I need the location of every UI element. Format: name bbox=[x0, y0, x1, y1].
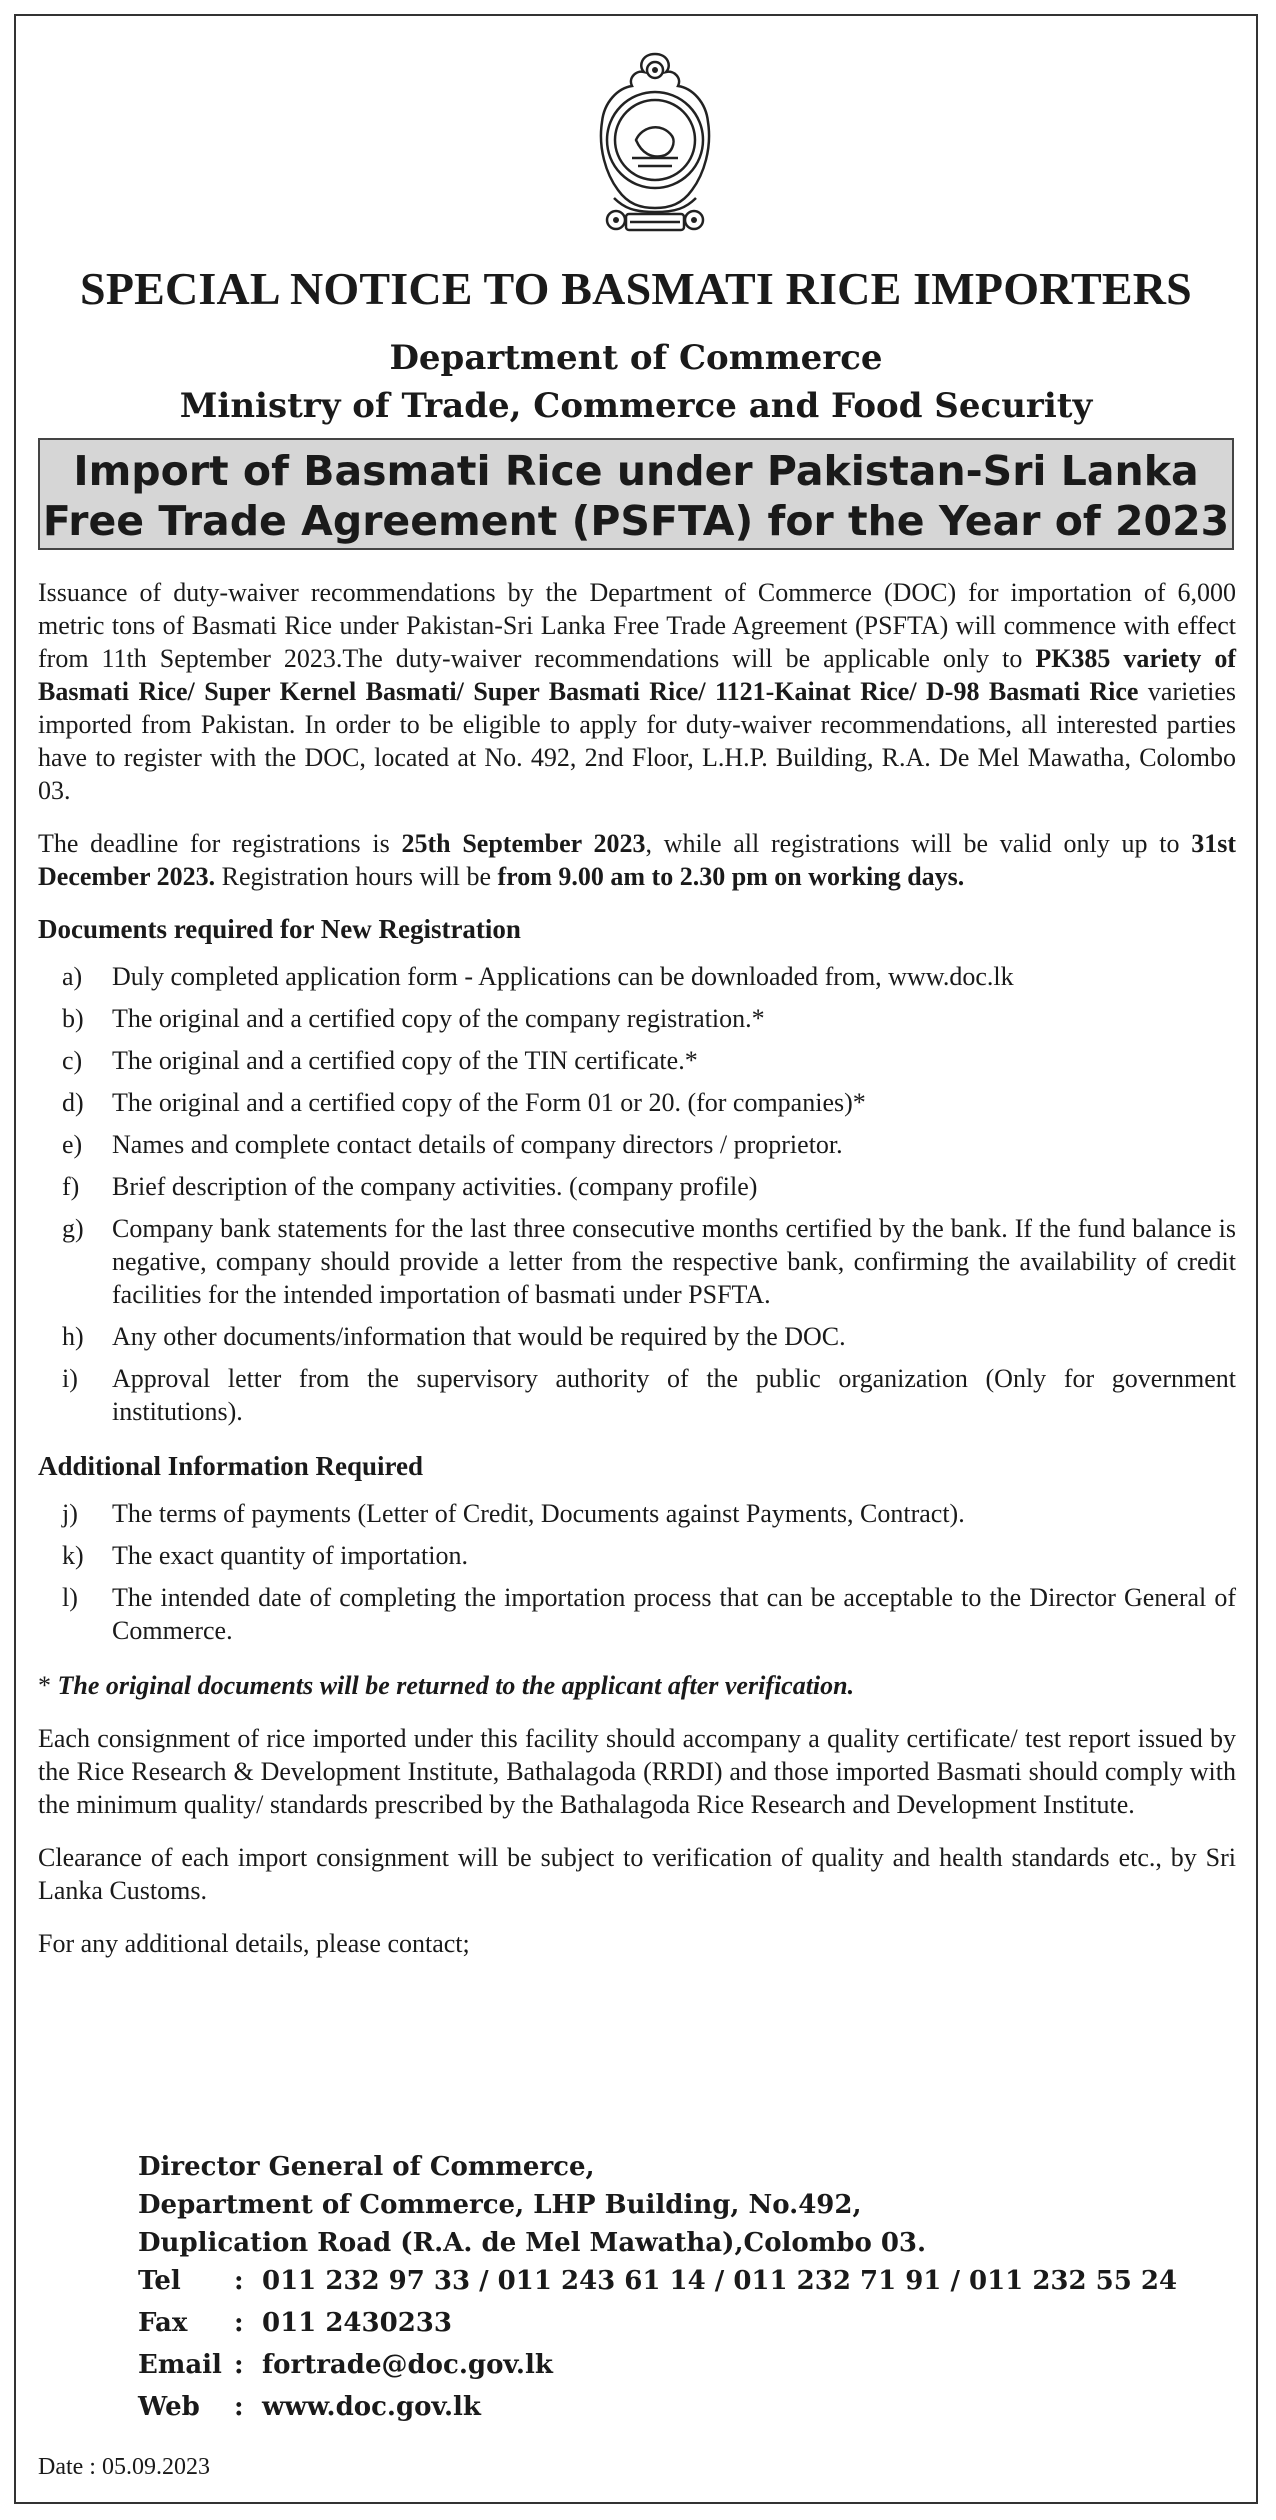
contact-line-2: Department of Commerce, LHP Building, No.492, bbox=[138, 2190, 862, 2220]
fax-value: 011 2430233 bbox=[262, 2308, 452, 2338]
item-label: h) bbox=[62, 1322, 84, 1351]
item-text: The original and a certified copy of the TIN certificate.* bbox=[112, 1046, 698, 1075]
item-label: j) bbox=[62, 1499, 78, 1528]
intro-text-cont: varieties imported from Pakistan. In order to be eligible to apply for duty-waiver recommendations, all interested parties have to register with the DOC, located at No. 492, 2nd Floor, L.H.P. Building, R.A. De Mel Mawatha, Colombo 03. bbox=[38, 677, 1236, 805]
item-label: d) bbox=[62, 1088, 84, 1117]
list-item bbox=[38, 1539, 1236, 1572]
item-text: The terms of payments (Letter of Credit, Documents against Payments, Contract). bbox=[112, 1499, 965, 1528]
item-text: Any other documents/information that would be required by the DOC. bbox=[112, 1322, 846, 1351]
ministry-name: Ministry of Trade, Commerce and Food Security bbox=[179, 386, 1093, 426]
separator: : bbox=[234, 2392, 244, 2422]
asterisk: * bbox=[38, 1671, 58, 1700]
item-label: e) bbox=[62, 1130, 83, 1159]
returned-note bbox=[38, 1669, 1236, 1702]
item-label: a) bbox=[62, 962, 83, 991]
item-text: The intended date of completing the importation process that can be acceptable to the Director General of Commerce. bbox=[112, 1583, 1236, 1645]
email-value[interactable]: fortrade@doc.gov.lk bbox=[262, 2350, 553, 2380]
rice-varieties: PK385 variety of Basmati Rice/ Super Kernel Basmati/ Super Basmati Rice/ 1121-Kainat Rice/ D-98 Basmati Rice bbox=[38, 644, 1236, 706]
list-item bbox=[38, 1497, 1236, 1530]
tel-label: Tel bbox=[138, 2266, 181, 2296]
quality-paragraph: Each consignment of rice imported under this facility should accompany a quality certificate/ test report issued by the Rice Research & Development Institute, Bathalagoda (RRDI) and those imported Basmati should comply with the minimum quality/ standards prescribed by the Bathalagoda Rice Research and Development Institute. bbox=[38, 1724, 1236, 1819]
registration-hours: from 9.00 am to 2.30 pm on working days. bbox=[497, 862, 965, 891]
separator: : bbox=[234, 2266, 244, 2296]
banner-line-2: Free Trade Agreement (PSFTA) for the Year of 2023 bbox=[42, 497, 1230, 545]
item-text: The original and a certified copy of the company registration.* bbox=[112, 1004, 765, 1033]
contact-address bbox=[138, 2148, 1238, 2262]
item-label: c) bbox=[62, 1046, 83, 1075]
hours-text: Registration hours will be bbox=[215, 862, 498, 891]
banner-line-1: Import of Basmati Rice under Pakistan-Sri Lanka bbox=[73, 447, 1199, 495]
web-label: Web bbox=[138, 2392, 200, 2422]
list-item bbox=[38, 1212, 1236, 1311]
list-item bbox=[38, 960, 1236, 993]
deadline-paragraph bbox=[38, 827, 1236, 893]
department-name: Department of Commerce bbox=[389, 338, 883, 378]
new-registration-heading: Documents required for New Registration bbox=[38, 914, 521, 944]
list-item bbox=[38, 1002, 1236, 1035]
deadline-date: 25th September 2023 bbox=[401, 829, 646, 858]
item-text: Names and complete contact details of company directors / proprietor. bbox=[112, 1130, 843, 1159]
item-text: The original and a certified copy of the Form 01 or 20. (for companies)* bbox=[112, 1088, 866, 1117]
notice-body bbox=[38, 576, 1236, 1980]
email-row bbox=[138, 2350, 1177, 2392]
intro-paragraph bbox=[38, 576, 1236, 807]
item-text: The exact quantity of importation. bbox=[112, 1541, 468, 1570]
tel-value: 011 232 97 33 / 011 243 61 14 / 011 232 71 91 / 011 232 55 24 bbox=[262, 2266, 1178, 2296]
web-row bbox=[138, 2392, 1177, 2434]
page-title: SPECIAL NOTICE TO BASMATI RICE IMPORTERS bbox=[80, 263, 1192, 314]
intro-text: Issuance of duty-waiver recommendations by the Department of Commerce (DOC) for importation of 6,000 metric tons of Basmati Rice under Pakistan-Sri Lanka Free Trade Agreement (PSFTA) will commence with effect from 11th September 2023.The duty-waiver recommendations will be applicable only to bbox=[38, 578, 1236, 673]
list-item bbox=[38, 1044, 1236, 1077]
separator: : bbox=[234, 2308, 244, 2338]
email-label: Email bbox=[138, 2350, 222, 2380]
additional-info-list bbox=[38, 1497, 1236, 1647]
contact-line-3: Duplication Road (R.A. de Mel Mawatha),Colombo 03. bbox=[138, 2228, 927, 2258]
additional-info-heading: Additional Information Required bbox=[38, 1451, 424, 1481]
item-label: f) bbox=[62, 1172, 80, 1201]
notice-page bbox=[14, 14, 1258, 2504]
item-text: Company bank statements for the last three consecutive months certified by the bank. If the fund balance is negative, company should provide a letter from the respective bank, confirming the availability of credit facilities for the intended importation of basmati under PSFTA. bbox=[112, 1214, 1236, 1309]
notice-date: Date : 05.09.2023 bbox=[38, 2454, 210, 2480]
issuer-block bbox=[16, 334, 1256, 430]
item-label: l) bbox=[62, 1583, 78, 1612]
subject-banner bbox=[38, 438, 1234, 550]
returned-note-text: The original documents will be returned to the applicant after verification. bbox=[57, 1671, 855, 1700]
sri-lanka-emblem-icon bbox=[588, 48, 722, 244]
item-text: Duly completed application form - Applications can be downloaded from, www.doc.lk bbox=[112, 962, 1014, 991]
item-label: g) bbox=[62, 1214, 84, 1243]
tel-row bbox=[138, 2266, 1177, 2308]
list-item bbox=[38, 1170, 1236, 1203]
item-label: b) bbox=[62, 1004, 84, 1033]
list-item bbox=[38, 1128, 1236, 1161]
deadline-text: The deadline for registrations is bbox=[38, 829, 402, 858]
item-label: k) bbox=[62, 1541, 84, 1570]
contact-intro: For any additional details, please contact; bbox=[38, 1929, 470, 1958]
list-item bbox=[38, 1362, 1236, 1428]
list-item bbox=[38, 1320, 1236, 1353]
web-link[interactable]: www.doc.gov.lk bbox=[262, 2392, 481, 2422]
fax-row bbox=[138, 2308, 1177, 2350]
list-item bbox=[38, 1581, 1236, 1647]
clearance-paragraph: Clearance of each import consignment will be subject to verification of quality and health standards etc., by Sri Lanka Customs. bbox=[38, 1843, 1236, 1905]
fax-label: Fax bbox=[138, 2308, 188, 2338]
list-item bbox=[38, 1086, 1236, 1119]
separator: : bbox=[234, 2350, 244, 2380]
contact-details bbox=[138, 2266, 1177, 2434]
new-registration-list bbox=[38, 960, 1236, 1428]
item-text: Approval letter from the supervisory authority of the public organization (Only for government institutions). bbox=[112, 1364, 1236, 1426]
item-label: i) bbox=[62, 1364, 78, 1393]
validity-text: , while all registrations will be valid only up to bbox=[645, 829, 1192, 858]
validity-date: 31st December 2023. bbox=[38, 829, 1236, 891]
item-text: Brief description of the company activities. (company profile) bbox=[112, 1172, 758, 1201]
contact-line-1: Director General of Commerce, bbox=[138, 2152, 595, 2182]
